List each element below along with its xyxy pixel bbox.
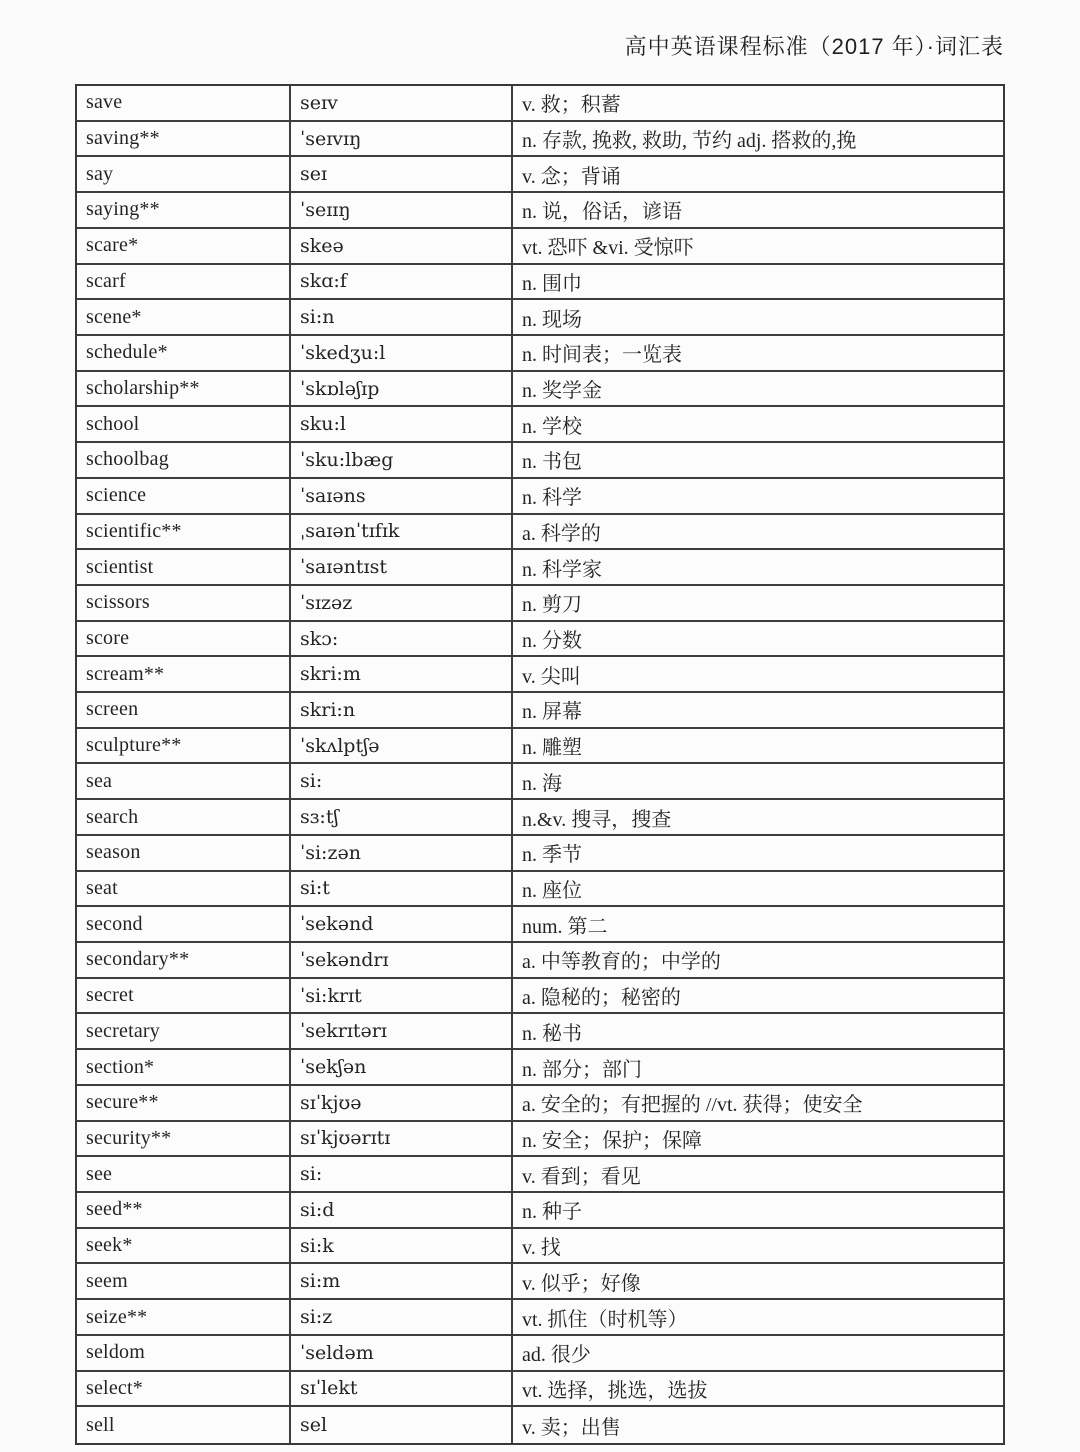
- phonetic-cell: ˈsɪzəz: [291, 586, 513, 620]
- phonetic-cell: ˈskɒləʃɪp: [291, 372, 513, 406]
- phonetic-cell: si:z: [291, 1300, 513, 1334]
- phonetic-cell: ˈsekəndrɪ: [291, 943, 513, 977]
- table-row: [77, 157, 1003, 193]
- phonetic-cell: skɔ:: [291, 622, 513, 656]
- phonetic-cell: si:t: [291, 872, 513, 906]
- word-cell: scissors: [77, 586, 291, 620]
- phonetic-cell: si:m: [291, 1264, 513, 1298]
- word-cell: secretary: [77, 1014, 291, 1048]
- page-title: 高中英语课程标准（2017 年）·词汇表: [624, 34, 1004, 59]
- meaning-cell: n. 部分；部门: [522, 1058, 642, 1081]
- phonetic-cell: ˈsaɪəntɪst: [291, 550, 513, 584]
- meaning-cell: n. 海: [522, 772, 562, 795]
- meaning-cell: n. 雕塑: [522, 737, 582, 760]
- phonetic-cell: seɪv: [291, 86, 513, 120]
- word-cell: secondary**: [77, 943, 291, 977]
- word-cell: select*: [77, 1372, 291, 1406]
- table-row: [77, 407, 1003, 443]
- meaning-cell: v. 尖叫: [522, 665, 581, 688]
- word-cell: schedule*: [77, 336, 291, 370]
- phonetic-cell: skeə: [291, 229, 513, 263]
- word-cell: scene*: [77, 300, 291, 334]
- word-cell: secure**: [77, 1086, 291, 1120]
- meaning-cell: n. 种子: [522, 1201, 582, 1224]
- meaning-cell: n. 书包: [522, 451, 582, 474]
- meaning-cell: n. 科学家: [522, 558, 602, 581]
- meaning-cell: n. 奖学金: [522, 380, 602, 403]
- table-row: [77, 1157, 1003, 1193]
- phonetic-cell: skɑ:f: [291, 265, 513, 299]
- phonetic-cell: sɪˈkjʊərɪtɪ: [291, 1122, 513, 1156]
- table-row: [77, 1336, 1003, 1372]
- meaning-cell: v. 找: [522, 1237, 561, 1260]
- word-cell: save: [77, 86, 291, 120]
- word-cell: sculpture**: [77, 729, 291, 763]
- table-row: [77, 265, 1003, 301]
- table-row: [77, 515, 1003, 551]
- meaning-cell: a. 中等教育的；中学的: [522, 951, 721, 974]
- word-cell: scarf: [77, 265, 291, 299]
- phonetic-cell: si:k: [291, 1229, 513, 1263]
- word-cell: scientific**: [77, 515, 291, 549]
- phonetic-cell: si:d: [291, 1193, 513, 1227]
- word-cell: seldom: [77, 1336, 291, 1370]
- meaning-cell: v. 似乎；好像: [522, 1272, 641, 1295]
- meaning-cell: v. 卖；出售: [522, 1416, 621, 1439]
- vocab-table: [75, 84, 1005, 1445]
- meaning-cell: n.&v. 搜寻，搜查: [522, 808, 672, 831]
- table-row: [77, 657, 1003, 693]
- phonetic-cell: ˈsi:krɪt: [291, 979, 513, 1013]
- phonetic-cell: ˈsku:lbæg: [291, 443, 513, 477]
- phonetic-cell: ˌsaɪənˈtɪfɪk: [291, 515, 513, 549]
- word-cell: saving**: [77, 122, 291, 156]
- word-cell: sea: [77, 764, 291, 798]
- word-cell: score: [77, 622, 291, 656]
- table-row: [77, 443, 1003, 479]
- word-cell: seat: [77, 872, 291, 906]
- phonetic-cell: sɜ:tʃ: [291, 800, 513, 834]
- phonetic-cell: si:n: [291, 300, 513, 334]
- table-row: [77, 1122, 1003, 1158]
- meaning-cell: ad. 很少: [522, 1344, 591, 1367]
- meaning-cell: n. 时间表；一览表: [522, 344, 682, 367]
- phonetic-cell: sɪˈkjʊə: [291, 1086, 513, 1120]
- word-cell: saying**: [77, 193, 291, 227]
- phonetic-cell: ˈseɪvɪŋ: [291, 122, 513, 156]
- word-cell: sell: [77, 1407, 291, 1443]
- table-row: [77, 1086, 1003, 1122]
- table-row: [77, 943, 1003, 979]
- word-cell: see: [77, 1157, 291, 1191]
- phonetic-cell: ˈskʌlptʃə: [291, 729, 513, 763]
- table-row: [77, 550, 1003, 586]
- meaning-cell: vt. 抓住（时机等）: [522, 1308, 688, 1331]
- table-row: [77, 764, 1003, 800]
- meaning-cell: n. 安全；保护；保障: [522, 1129, 702, 1152]
- meaning-cell: n. 围巾: [522, 272, 582, 295]
- table-row: [77, 300, 1003, 336]
- phonetic-cell: skri:n: [291, 693, 513, 727]
- table-row: [77, 1264, 1003, 1300]
- word-cell: section*: [77, 1050, 291, 1084]
- table-row: [77, 193, 1003, 229]
- phonetic-cell: si:: [291, 764, 513, 798]
- meaning-cell: n. 季节: [522, 844, 582, 867]
- phonetic-cell: ˈsaɪəns: [291, 479, 513, 513]
- meaning-cell: a. 隐秘的；秘密的: [522, 987, 681, 1010]
- phonetic-cell: ˈskedʒu:l: [291, 336, 513, 370]
- word-cell: schoolbag: [77, 443, 291, 477]
- table-row: [77, 586, 1003, 622]
- word-cell: search: [77, 800, 291, 834]
- meaning-cell: n. 剪刀: [522, 594, 582, 617]
- table-row: [77, 1407, 1003, 1443]
- phonetic-cell: ˈsekənd: [291, 907, 513, 941]
- phonetic-cell: sɪˈlekt: [291, 1372, 513, 1406]
- meaning-cell: n. 说，俗话，谚语: [522, 201, 682, 224]
- word-cell: security**: [77, 1122, 291, 1156]
- table-row: [77, 836, 1003, 872]
- word-cell: scream**: [77, 657, 291, 691]
- table-row: [77, 336, 1003, 372]
- meaning-cell: n. 屏幕: [522, 701, 582, 724]
- word-cell: seize**: [77, 1300, 291, 1334]
- meaning-cell: n. 分数: [522, 630, 582, 652]
- meaning-cell: v. 救；积蓄: [522, 94, 621, 117]
- meaning-cell: n. 座位: [522, 879, 582, 902]
- phonetic-cell: skri:m: [291, 657, 513, 691]
- phonetic-cell: ˈseldəm: [291, 1336, 513, 1370]
- table-row: [77, 122, 1003, 158]
- table-row: [77, 907, 1003, 943]
- meaning-cell: v. 念；背诵: [522, 165, 621, 188]
- word-cell: science: [77, 479, 291, 513]
- phonetic-cell: ˈsekrɪtərɪ: [291, 1014, 513, 1048]
- table-row: [77, 729, 1003, 765]
- word-cell: seed**: [77, 1193, 291, 1227]
- meaning-cell: v. 看到；看见: [522, 1165, 641, 1188]
- table-row: [77, 872, 1003, 908]
- table-row: [77, 622, 1003, 658]
- meaning-cell: a. 科学的: [522, 522, 601, 545]
- table-row: [77, 800, 1003, 836]
- word-cell: scare*: [77, 229, 291, 263]
- table-row: [77, 1193, 1003, 1229]
- word-cell: scholarship**: [77, 372, 291, 406]
- phonetic-cell: seɪ: [291, 157, 513, 191]
- table-row: [77, 1014, 1003, 1050]
- meaning-cell: n. 秘书: [522, 1022, 582, 1045]
- meaning-cell: vt. 恐吓 &vi. 受惊吓: [522, 237, 694, 260]
- word-cell: season: [77, 836, 291, 870]
- word-cell: scientist: [77, 550, 291, 584]
- table-row: [77, 693, 1003, 729]
- table-row: [77, 229, 1003, 265]
- word-cell: screen: [77, 693, 291, 727]
- table-row: [77, 1372, 1003, 1408]
- phonetic-cell: sel: [291, 1407, 513, 1443]
- phonetic-cell: sku:l: [291, 407, 513, 441]
- meaning-cell: a. 安全的；有把握的 //vt. 获得；使安全: [522, 1094, 863, 1117]
- table-row: [77, 1050, 1003, 1086]
- word-cell: school: [77, 407, 291, 441]
- meaning-cell: n. 存款, 挽救, 救助, 节约 adj. 搭救的,挽: [522, 130, 857, 153]
- word-cell: say: [77, 157, 291, 191]
- word-cell: secret: [77, 979, 291, 1013]
- phonetic-cell: ˈseɪɪŋ: [291, 193, 513, 227]
- phonetic-cell: si:: [291, 1157, 513, 1191]
- phonetic-cell: ˈsekʃən: [291, 1050, 513, 1084]
- meaning-cell: num. 第二: [522, 915, 608, 938]
- word-cell: seek*: [77, 1229, 291, 1263]
- table-row: [77, 86, 1003, 122]
- table-row: [77, 479, 1003, 515]
- table-row: [77, 1300, 1003, 1336]
- table-row: [77, 1229, 1003, 1265]
- meaning-cell: n. 学校: [522, 415, 582, 438]
- table-row: [77, 979, 1003, 1015]
- meaning-cell: n. 科学: [522, 487, 582, 510]
- meaning-cell: vt. 选择，挑选，选拔: [522, 1379, 708, 1402]
- word-cell: second: [77, 907, 291, 941]
- table-row: [77, 372, 1003, 408]
- meaning-cell: n. 现场: [522, 308, 582, 331]
- word-cell: seem: [77, 1264, 291, 1298]
- phonetic-cell: ˈsi:zən: [291, 836, 513, 870]
